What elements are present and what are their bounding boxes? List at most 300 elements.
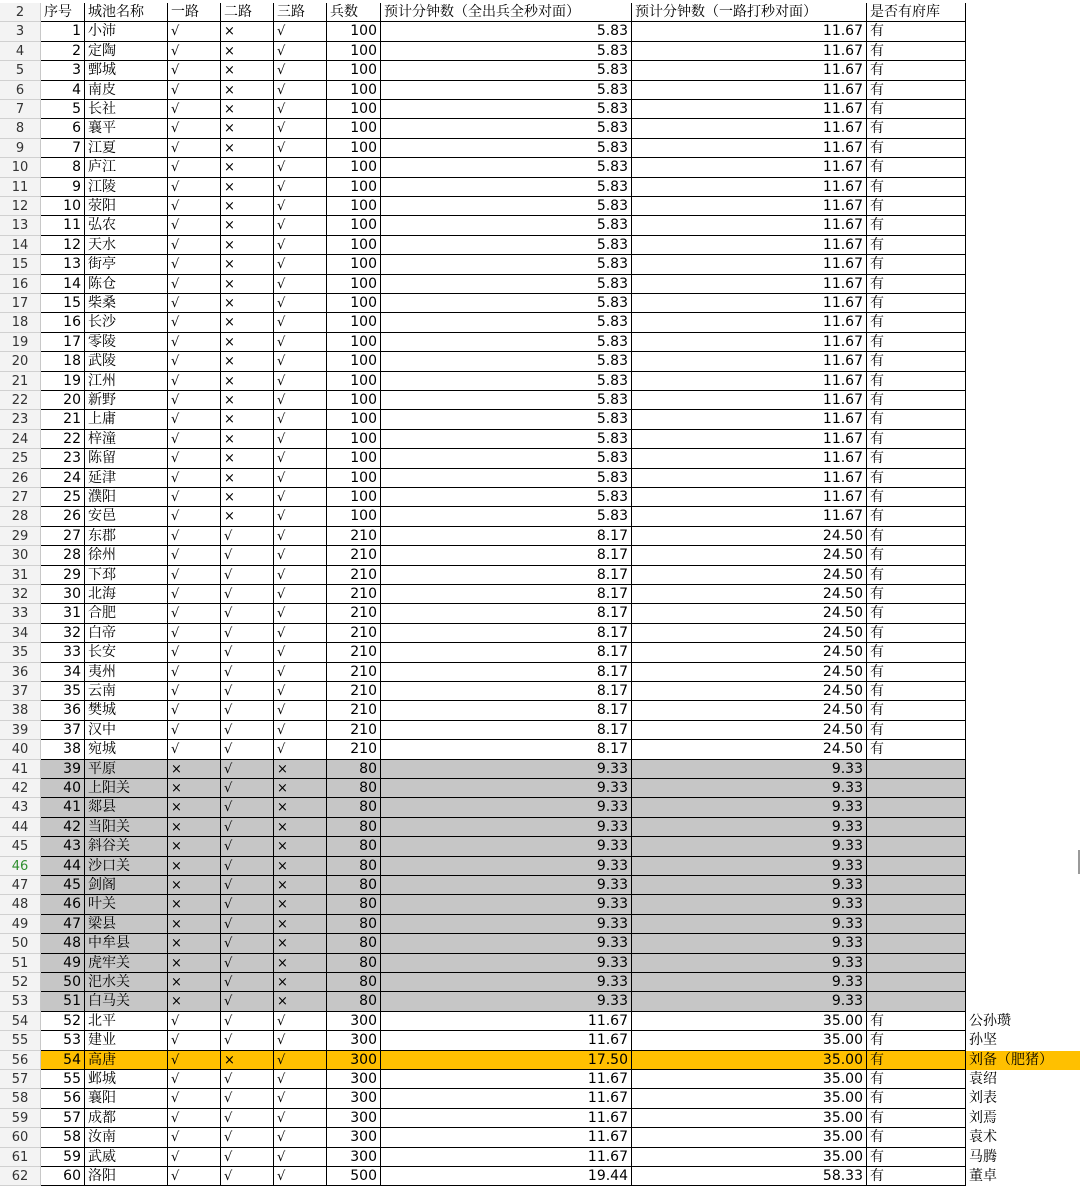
treasury-cell[interactable]: 有 <box>867 740 966 759</box>
treasury-cell[interactable]: 有 <box>867 216 966 235</box>
row-header[interactable]: 44 <box>0 818 41 837</box>
lord-cell[interactable] <box>966 857 1080 876</box>
route3-cell[interactable]: √ <box>274 1167 327 1186</box>
index-cell[interactable]: 30 <box>41 585 85 604</box>
index-cell[interactable]: 2 <box>41 42 85 61</box>
route1-cell[interactable]: √ <box>168 507 221 526</box>
route2-cell[interactable]: × <box>221 430 274 449</box>
city-name-cell[interactable]: 陈留 <box>85 449 168 468</box>
index-cell[interactable]: 34 <box>41 663 85 682</box>
treasury-cell[interactable]: 有 <box>867 236 966 255</box>
row-header[interactable]: 30 <box>0 546 41 565</box>
time-all-cell[interactable]: 11.67 <box>381 1148 632 1167</box>
lord-cell[interactable]: 袁绍 <box>969 1071 997 1087</box>
row-header[interactable]: 25 <box>0 449 41 468</box>
route3-cell[interactable]: √ <box>274 313 327 332</box>
index-cell[interactable]: 20 <box>41 391 85 410</box>
city-name-cell[interactable]: 斜谷关 <box>85 837 168 856</box>
time-all-cell[interactable]: 5.83 <box>381 119 632 138</box>
index-cell[interactable]: 59 <box>41 1148 85 1167</box>
time-all-cell[interactable]: 11.67 <box>381 1031 632 1050</box>
time-all-cell[interactable]: 5.83 <box>381 22 632 41</box>
route2-cell[interactable]: √ <box>221 973 274 992</box>
header-cell-index[interactable]: 序号 <box>41 3 85 22</box>
time-one-cell[interactable]: 11.67 <box>632 119 867 138</box>
troops-cell[interactable]: 80 <box>327 857 381 876</box>
city-name-cell[interactable]: 江州 <box>85 372 168 391</box>
index-cell[interactable]: 40 <box>41 779 85 798</box>
time-all-cell[interactable]: 8.17 <box>381 585 632 604</box>
index-cell[interactable]: 58 <box>41 1128 85 1147</box>
troops-cell[interactable]: 80 <box>327 934 381 953</box>
city-name-cell[interactable]: 街亭 <box>85 255 168 274</box>
time-all-cell[interactable]: 8.17 <box>381 604 632 623</box>
time-one-cell[interactable]: 9.33 <box>632 779 867 798</box>
time-all-cell[interactable]: 9.33 <box>381 934 632 953</box>
city-name-cell[interactable]: 白马关 <box>85 992 168 1011</box>
row-header[interactable]: 32 <box>0 585 41 604</box>
time-one-cell[interactable]: 9.33 <box>632 992 867 1011</box>
row-header[interactable]: 40 <box>0 740 41 759</box>
route3-cell[interactable]: √ <box>274 22 327 41</box>
city-name-cell[interactable]: 柴桑 <box>85 294 168 313</box>
time-one-cell[interactable]: 35.00 <box>632 1128 867 1147</box>
route2-cell[interactable]: × <box>221 81 274 100</box>
city-name-cell[interactable]: 江陵 <box>85 178 168 197</box>
city-name-cell[interactable]: 叶关 <box>85 895 168 914</box>
lord-cell[interactable] <box>966 100 1080 119</box>
time-one-cell[interactable]: 9.33 <box>632 857 867 876</box>
row-header[interactable]: 50 <box>0 934 41 953</box>
city-name-cell[interactable]: 新野 <box>85 391 168 410</box>
route2-cell[interactable]: × <box>221 42 274 61</box>
route2-cell[interactable]: √ <box>221 779 274 798</box>
route1-cell[interactable]: √ <box>168 22 221 41</box>
troops-cell[interactable]: 100 <box>327 352 381 371</box>
header-cell-time-one[interactable]: 预计分钟数（一路打秒对面） <box>632 3 867 22</box>
city-name-cell[interactable]: 建业 <box>85 1031 168 1050</box>
index-cell[interactable]: 49 <box>41 954 85 973</box>
city-name-cell[interactable]: 梁县 <box>85 915 168 934</box>
row-header[interactable]: 34 <box>0 624 41 643</box>
treasury-cell[interactable]: 有 <box>867 1070 966 1089</box>
lord-cell[interactable]: 袁术 <box>969 1129 997 1146</box>
route3-cell[interactable]: √ <box>274 430 327 449</box>
troops-cell[interactable]: 100 <box>327 178 381 197</box>
route2-cell[interactable]: × <box>221 449 274 468</box>
city-name-cell[interactable]: 上阳关 <box>85 779 168 798</box>
time-one-cell[interactable]: 58.33 <box>632 1167 867 1186</box>
troops-cell[interactable]: 80 <box>327 954 381 973</box>
route2-cell[interactable]: √ <box>221 895 274 914</box>
time-one-cell[interactable]: 9.33 <box>632 760 867 779</box>
lord-cell[interactable] <box>966 294 1080 313</box>
header-cell-troops[interactable]: 兵数 <box>327 3 381 22</box>
row-header[interactable]: 52 <box>0 973 41 992</box>
time-all-cell[interactable]: 9.33 <box>381 992 632 1011</box>
treasury-cell[interactable]: 有 <box>867 604 966 623</box>
treasury-cell[interactable]: 有 <box>867 449 966 468</box>
treasury-cell[interactable]: 有 <box>867 1089 966 1108</box>
header-cell-route2[interactable]: 二路 <box>221 3 274 22</box>
lord-cell[interactable] <box>966 119 1080 138</box>
lord-cell[interactable] <box>966 876 1080 895</box>
route2-cell[interactable]: √ <box>221 585 274 604</box>
time-one-cell[interactable]: 35.00 <box>632 1148 867 1167</box>
city-name-cell[interactable]: 鄄城 <box>85 61 168 80</box>
treasury-cell[interactable]: 有 <box>867 100 966 119</box>
troops-cell[interactable]: 100 <box>327 61 381 80</box>
time-all-cell[interactable]: 9.33 <box>381 915 632 934</box>
lord-cell[interactable] <box>966 934 1080 953</box>
row-header[interactable]: 43 <box>0 798 41 817</box>
time-one-cell[interactable]: 24.50 <box>632 643 867 662</box>
index-cell[interactable]: 29 <box>41 566 85 585</box>
row-header[interactable]: 51 <box>0 954 41 973</box>
route1-cell[interactable]: √ <box>168 410 221 429</box>
row-header[interactable]: 26 <box>0 469 41 488</box>
index-cell[interactable]: 42 <box>41 818 85 837</box>
troops-cell[interactable]: 300 <box>327 1148 381 1167</box>
city-name-cell[interactable]: 小沛 <box>85 22 168 41</box>
route3-cell[interactable]: × <box>274 992 327 1011</box>
index-cell[interactable]: 8 <box>41 158 85 177</box>
city-name-cell[interactable]: 天水 <box>85 236 168 255</box>
route2-cell[interactable]: √ <box>221 798 274 817</box>
city-name-cell[interactable]: 长沙 <box>85 313 168 332</box>
index-cell[interactable]: 4 <box>41 81 85 100</box>
treasury-cell[interactable] <box>867 818 966 837</box>
time-all-cell[interactable]: 5.83 <box>381 294 632 313</box>
treasury-cell[interactable] <box>867 857 966 876</box>
troops-cell[interactable]: 80 <box>327 895 381 914</box>
city-name-cell[interactable]: 濮阳 <box>85 488 168 507</box>
route1-cell[interactable]: × <box>168 954 221 973</box>
lord-cell[interactable] <box>966 236 1080 255</box>
lord-cell[interactable] <box>966 391 1080 410</box>
route1-cell[interactable]: √ <box>168 236 221 255</box>
time-one-cell[interactable]: 11.67 <box>632 22 867 41</box>
header-cell-city[interactable]: 城池名称 <box>85 3 168 22</box>
index-cell[interactable]: 3 <box>41 61 85 80</box>
index-cell[interactable]: 24 <box>41 469 85 488</box>
city-name-cell[interactable]: 樊城 <box>85 701 168 720</box>
route3-cell[interactable]: √ <box>274 682 327 701</box>
header-cell-treasury[interactable]: 是否有府库 <box>867 3 966 22</box>
time-one-cell[interactable]: 35.00 <box>632 1089 867 1108</box>
time-all-cell[interactable]: 5.83 <box>381 61 632 80</box>
troops-cell[interactable]: 100 <box>327 488 381 507</box>
route3-cell[interactable]: √ <box>274 1148 327 1167</box>
troops-cell[interactable]: 80 <box>327 973 381 992</box>
route2-cell[interactable]: × <box>221 294 274 313</box>
treasury-cell[interactable] <box>867 760 966 779</box>
route2-cell[interactable]: √ <box>221 527 274 546</box>
route2-cell[interactable]: × <box>221 391 274 410</box>
troops-cell[interactable]: 500 <box>327 1167 381 1186</box>
city-name-cell[interactable]: 成都 <box>85 1109 168 1128</box>
index-cell[interactable]: 45 <box>41 876 85 895</box>
troops-cell[interactable]: 100 <box>327 139 381 158</box>
route1-cell[interactable]: √ <box>168 333 221 352</box>
treasury-cell[interactable]: 有 <box>867 1148 966 1167</box>
route2-cell[interactable]: √ <box>221 566 274 585</box>
lord-cell[interactable] <box>966 449 1080 468</box>
route1-cell[interactable]: √ <box>168 119 221 138</box>
city-name-cell[interactable]: 邺城 <box>85 1070 168 1089</box>
time-all-cell[interactable]: 19.44 <box>381 1167 632 1186</box>
route3-cell[interactable]: √ <box>274 294 327 313</box>
lord-cell[interactable] <box>966 740 1080 759</box>
route2-cell[interactable]: √ <box>221 1031 274 1050</box>
troops-cell[interactable]: 100 <box>327 216 381 235</box>
treasury-cell[interactable]: 有 <box>867 1051 966 1070</box>
route2-cell[interactable]: × <box>221 372 274 391</box>
row-header[interactable]: 62 <box>0 1167 41 1186</box>
time-one-cell[interactable]: 11.67 <box>632 449 867 468</box>
lord-cell[interactable] <box>966 352 1080 371</box>
treasury-cell[interactable] <box>867 837 966 856</box>
route3-cell[interactable]: √ <box>274 119 327 138</box>
time-all-cell[interactable]: 8.17 <box>381 663 632 682</box>
lord-cell[interactable] <box>966 818 1080 837</box>
route2-cell[interactable]: × <box>221 22 274 41</box>
row-header[interactable]: 36 <box>0 663 41 682</box>
route1-cell[interactable]: √ <box>168 488 221 507</box>
route2-cell[interactable]: × <box>221 158 274 177</box>
troops-cell[interactable]: 210 <box>327 585 381 604</box>
time-one-cell[interactable]: 24.50 <box>632 682 867 701</box>
index-cell[interactable]: 13 <box>41 255 85 274</box>
troops-cell[interactable]: 100 <box>327 255 381 274</box>
index-cell[interactable]: 19 <box>41 372 85 391</box>
route3-cell[interactable]: √ <box>274 721 327 740</box>
index-cell[interactable]: 51 <box>41 992 85 1011</box>
route3-cell[interactable]: √ <box>274 469 327 488</box>
route3-cell[interactable]: √ <box>274 1109 327 1128</box>
route2-cell[interactable]: √ <box>221 740 274 759</box>
route3-cell[interactable]: √ <box>274 197 327 216</box>
index-cell[interactable]: 57 <box>41 1109 85 1128</box>
route3-cell[interactable]: √ <box>274 585 327 604</box>
treasury-cell[interactable]: 有 <box>867 1109 966 1128</box>
index-cell[interactable]: 21 <box>41 410 85 429</box>
troops-cell[interactable]: 80 <box>327 760 381 779</box>
route3-cell[interactable]: √ <box>274 333 327 352</box>
city-name-cell[interactable]: 沙口关 <box>85 857 168 876</box>
city-name-cell[interactable]: 江夏 <box>85 139 168 158</box>
troops-cell[interactable]: 80 <box>327 779 381 798</box>
time-one-cell[interactable]: 35.00 <box>632 1070 867 1089</box>
time-all-cell[interactable]: 8.17 <box>381 527 632 546</box>
city-name-cell[interactable]: 高唐 <box>85 1051 168 1070</box>
index-cell[interactable]: 17 <box>41 333 85 352</box>
treasury-cell[interactable]: 有 <box>867 294 966 313</box>
index-cell[interactable]: 55 <box>41 1070 85 1089</box>
treasury-cell[interactable]: 有 <box>867 721 966 740</box>
header-cell-route1[interactable]: 一路 <box>168 3 221 22</box>
route3-cell[interactable]: × <box>274 973 327 992</box>
route1-cell[interactable]: √ <box>168 42 221 61</box>
lord-cell[interactable] <box>966 915 1080 934</box>
route3-cell[interactable]: √ <box>274 663 327 682</box>
city-name-cell[interactable]: 梓潼 <box>85 430 168 449</box>
route3-cell[interactable]: × <box>274 818 327 837</box>
lord-cell[interactable]: 公孙瓒 <box>969 1012 1011 1029</box>
route2-cell[interactable]: √ <box>221 857 274 876</box>
lord-cell[interactable] <box>966 721 1080 740</box>
route2-cell[interactable]: × <box>221 255 274 274</box>
route3-cell[interactable]: √ <box>274 275 327 294</box>
route1-cell[interactable]: √ <box>168 449 221 468</box>
route3-cell[interactable]: √ <box>274 410 327 429</box>
time-all-cell[interactable]: 5.83 <box>381 275 632 294</box>
route3-cell[interactable]: × <box>274 779 327 798</box>
city-name-cell[interactable]: 零陵 <box>85 333 168 352</box>
time-one-cell[interactable]: 11.67 <box>632 313 867 332</box>
route1-cell[interactable]: √ <box>168 1070 221 1089</box>
treasury-cell[interactable] <box>867 798 966 817</box>
route2-cell[interactable]: √ <box>221 682 274 701</box>
route3-cell[interactable]: √ <box>274 236 327 255</box>
city-name-cell[interactable]: 武陵 <box>85 352 168 371</box>
lord-cell[interactable] <box>966 178 1080 197</box>
row-header[interactable]: 24 <box>0 430 41 449</box>
index-cell[interactable]: 5 <box>41 100 85 119</box>
row-header[interactable]: 12 <box>0 197 41 216</box>
time-one-cell[interactable]: 11.67 <box>632 236 867 255</box>
header-cell-route3[interactable]: 三路 <box>274 3 327 22</box>
route1-cell[interactable]: √ <box>168 663 221 682</box>
route1-cell[interactable]: × <box>168 876 221 895</box>
index-cell[interactable]: 16 <box>41 313 85 332</box>
route2-cell[interactable]: × <box>221 333 274 352</box>
index-cell[interactable]: 50 <box>41 973 85 992</box>
row-header[interactable]: 46 <box>0 857 41 876</box>
troops-cell[interactable]: 300 <box>327 1109 381 1128</box>
lord-cell[interactable] <box>966 682 1080 701</box>
route1-cell[interactable]: √ <box>168 469 221 488</box>
treasury-cell[interactable]: 有 <box>867 546 966 565</box>
city-name-cell[interactable]: 上庸 <box>85 410 168 429</box>
lord-cell[interactable] <box>966 333 1080 352</box>
index-cell[interactable]: 25 <box>41 488 85 507</box>
route3-cell[interactable]: √ <box>274 740 327 759</box>
route1-cell[interactable]: √ <box>168 1128 221 1147</box>
city-name-cell[interactable]: 北海 <box>85 585 168 604</box>
route2-cell[interactable]: √ <box>221 1148 274 1167</box>
lord-cell[interactable] <box>966 410 1080 429</box>
troops-cell[interactable]: 100 <box>327 391 381 410</box>
index-cell[interactable]: 41 <box>41 798 85 817</box>
time-all-cell[interactable]: 5.83 <box>381 391 632 410</box>
route3-cell[interactable]: × <box>274 760 327 779</box>
route1-cell[interactable]: √ <box>168 527 221 546</box>
time-all-cell[interactable]: 5.83 <box>381 410 632 429</box>
lord-cell[interactable] <box>966 197 1080 216</box>
lord-cell[interactable] <box>966 22 1080 41</box>
troops-cell[interactable]: 300 <box>327 1089 381 1108</box>
treasury-cell[interactable]: 有 <box>867 61 966 80</box>
route2-cell[interactable]: × <box>221 469 274 488</box>
route1-cell[interactable]: √ <box>168 313 221 332</box>
route3-cell[interactable]: √ <box>274 255 327 274</box>
lord-cell[interactable]: 刘备（肥猪） <box>966 1051 1080 1070</box>
treasury-cell[interactable]: 有 <box>867 682 966 701</box>
lord-cell[interactable] <box>966 469 1080 488</box>
route1-cell[interactable]: × <box>168 779 221 798</box>
lord-cell[interactable] <box>966 158 1080 177</box>
route3-cell[interactable]: × <box>274 915 327 934</box>
time-all-cell[interactable]: 5.83 <box>381 197 632 216</box>
route1-cell[interactable]: √ <box>168 61 221 80</box>
lord-cell[interactable] <box>966 255 1080 274</box>
time-one-cell[interactable]: 11.67 <box>632 294 867 313</box>
row-header[interactable]: 31 <box>0 566 41 585</box>
troops-cell[interactable]: 210 <box>327 643 381 662</box>
time-one-cell[interactable]: 24.50 <box>632 701 867 720</box>
time-all-cell[interactable]: 11.67 <box>381 1070 632 1089</box>
time-one-cell[interactable]: 24.50 <box>632 604 867 623</box>
index-cell[interactable]: 1 <box>41 22 85 41</box>
lord-cell[interactable] <box>966 973 1080 992</box>
troops-cell[interactable]: 100 <box>327 275 381 294</box>
route2-cell[interactable]: √ <box>221 546 274 565</box>
route3-cell[interactable]: √ <box>274 158 327 177</box>
time-all-cell[interactable]: 8.17 <box>381 740 632 759</box>
route2-cell[interactable]: × <box>221 275 274 294</box>
treasury-cell[interactable]: 有 <box>867 663 966 682</box>
route3-cell[interactable]: √ <box>274 42 327 61</box>
city-name-cell[interactable]: 白帝 <box>85 624 168 643</box>
route2-cell[interactable]: × <box>221 1051 274 1070</box>
city-name-cell[interactable]: 下邳 <box>85 566 168 585</box>
time-one-cell[interactable]: 35.00 <box>632 1051 867 1070</box>
troops-cell[interactable]: 210 <box>327 546 381 565</box>
index-cell[interactable]: 26 <box>41 507 85 526</box>
treasury-cell[interactable]: 有 <box>867 488 966 507</box>
route1-cell[interactable]: √ <box>168 255 221 274</box>
troops-cell[interactable]: 300 <box>327 1070 381 1089</box>
time-one-cell[interactable]: 11.67 <box>632 352 867 371</box>
city-name-cell[interactable]: 平原 <box>85 760 168 779</box>
treasury-cell[interactable]: 有 <box>867 275 966 294</box>
time-all-cell[interactable]: 9.33 <box>381 857 632 876</box>
route2-cell[interactable]: √ <box>221 915 274 934</box>
treasury-cell[interactable] <box>867 876 966 895</box>
index-cell[interactable]: 32 <box>41 624 85 643</box>
troops-cell[interactable]: 100 <box>327 469 381 488</box>
index-cell[interactable]: 39 <box>41 760 85 779</box>
route1-cell[interactable]: √ <box>168 372 221 391</box>
city-name-cell[interactable]: 陈仓 <box>85 275 168 294</box>
route1-cell[interactable]: × <box>168 837 221 856</box>
treasury-cell[interactable] <box>867 915 966 934</box>
treasury-cell[interactable]: 有 <box>867 197 966 216</box>
route3-cell[interactable]: √ <box>274 139 327 158</box>
route3-cell[interactable]: √ <box>274 1031 327 1050</box>
time-all-cell[interactable]: 5.83 <box>381 178 632 197</box>
row-header[interactable]: 49 <box>0 915 41 934</box>
city-name-cell[interactable]: 云南 <box>85 682 168 701</box>
troops-cell[interactable]: 210 <box>327 604 381 623</box>
time-all-cell[interactable]: 9.33 <box>381 973 632 992</box>
route2-cell[interactable]: √ <box>221 1128 274 1147</box>
route1-cell[interactable]: √ <box>168 585 221 604</box>
troops-cell[interactable]: 210 <box>327 624 381 643</box>
time-all-cell[interactable]: 5.83 <box>381 216 632 235</box>
troops-cell[interactable]: 80 <box>327 876 381 895</box>
